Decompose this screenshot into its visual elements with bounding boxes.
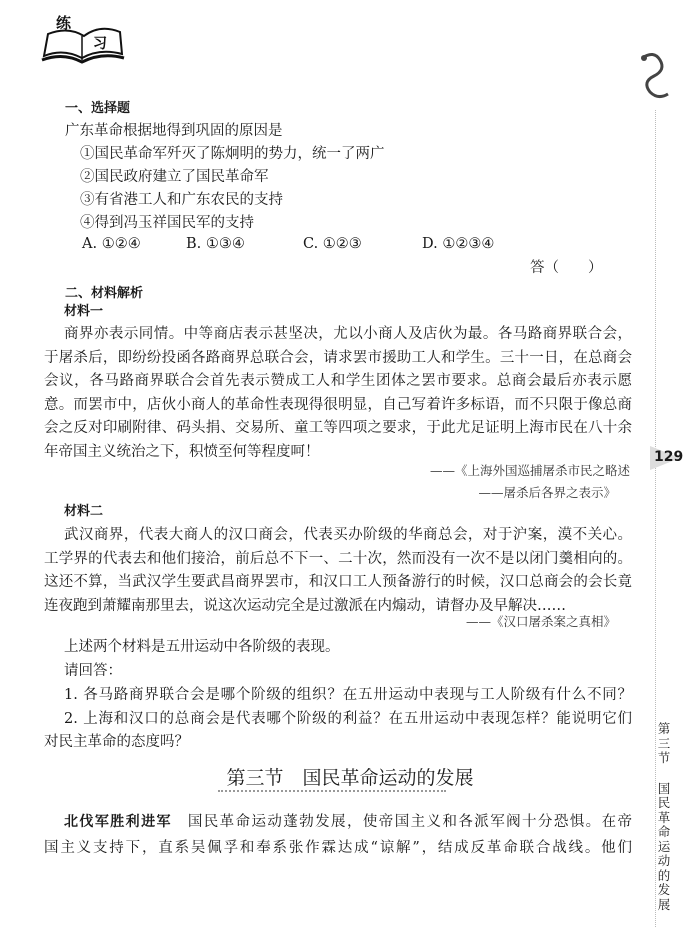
paragraph-line: 会议，各马路商界联合会首先表示赞成工人和学生团体之罢市要求。总商会最后亦表示愿: [44, 373, 632, 390]
q1-item: ②国民政府建立了国民革命军: [80, 169, 269, 185]
paragraph-line: 武汉商界，代表大商人的汉口商会，代表买办阶级的华商总会，对于沪案，漠不关心。: [64, 527, 632, 543]
side-char: 民: [657, 795, 671, 810]
svg-text:练: 练: [56, 14, 72, 32]
paragraph-line: 会之反对印刷附律、码头捐、交易所、童工等四项之要求，于此尤足证明上海市民在八十余: [44, 420, 632, 437]
question-1: 1. 各马路商界联合会是哪个阶级的组织？在五卅运动中表现与工人阶级有什么不同？: [64, 687, 632, 703]
q1-item: ④得到冯玉祥国民军的支持: [80, 215, 254, 231]
summary: 上述两个材料是五卅运动中各阶级的表现。: [64, 639, 340, 655]
paragraph-line: 工学界的代表去和他们接洽，前后总不下一、二十次，然而没有一次不是以闭门羹相向的。: [44, 550, 632, 567]
side-char: 节: [657, 750, 671, 765]
side-char: 革: [657, 809, 671, 825]
question-2-cont: 对民主革命的态度吗？: [44, 734, 189, 750]
paragraph-line: 这还不算，当武汉学生要武昌商界罢市，和汉口工人预备游行的时候，汉口总商会的会长竟: [44, 574, 632, 591]
paragraph-line: 年帝国主义统治之下，积愤至何等程度呵！: [44, 444, 320, 460]
material-1-citation: ——《上海外国巡捕屠杀市民之略述: [429, 463, 630, 478]
side-char: 国: [657, 780, 671, 796]
paragraph-line: 意。而罢市中，店伙小商人的革命性表现得很明显，自己写着许多标语，而不只限于像总商: [44, 396, 632, 413]
q1-stem: 广东革命根据地得到巩固的原因是: [65, 123, 283, 139]
answer-blank: 答（ ）: [530, 260, 603, 276]
option-a: A. ①②④: [82, 236, 141, 252]
question-2: 2. 上海和汉口的总商会是代表哪个阶级的利益？在五卅运动中表现怎样？能说明它们: [64, 711, 632, 727]
side-char: 运: [657, 838, 671, 854]
section-subhead: 北伐军胜利进军: [64, 814, 172, 830]
side-char: 第: [657, 721, 671, 736]
side-char: 发: [657, 882, 671, 897]
material-1-citation: ——屠杀后各界之表示》: [478, 485, 616, 500]
section-title-underline: [218, 790, 446, 794]
side-char: 三: [657, 735, 671, 751]
option-c: C. ①②③: [303, 236, 362, 252]
side-char: 展: [657, 896, 671, 912]
section-title: 第三节 国民革命运动的发展: [226, 767, 474, 789]
section-line: 北伐军胜利进军 国民革命运动蓬勃发展，使帝国主义和各派军阀十分恐惧。在帝: [64, 814, 632, 830]
side-chapter-title: [656, 722, 672, 912]
material-1-label: 材料一: [64, 304, 104, 319]
q1-item: ①国民革命军歼灭了陈炯明的势力，统一了两广: [80, 146, 385, 162]
option-b: B. ①③④: [186, 236, 245, 252]
q2-heading: 二、材料解析: [65, 286, 144, 301]
dragon-icon: [632, 48, 676, 108]
practice-book-logo: [38, 12, 128, 64]
svg-text:习: 习: [93, 36, 107, 52]
paragraph-line: 于屠杀后，即纷纷投函各路商界总联合会，请求罢市援助工人和学生。三十一日，在总商会: [44, 349, 632, 366]
side-section: [656, 722, 672, 766]
side-char: 动: [657, 853, 671, 868]
paragraph-line: 商界亦表示同情。中等商店表示甚坚决，尤以小商人及店伙为最。各马路商界联合会，: [64, 326, 632, 342]
side-char: 的: [657, 867, 671, 883]
q1-heading: 一、选择题: [65, 101, 131, 116]
option-d: D. ①②③④: [422, 236, 495, 252]
side-title: [656, 782, 672, 913]
q1-item: ③有省港工人和广东农民的支持: [80, 192, 283, 208]
page-number: 129: [650, 448, 690, 468]
material-2-label: 材料二: [64, 504, 104, 519]
side-char: 命: [657, 824, 671, 839]
material-2-citation: ——《汉口屠杀案之真相》: [465, 614, 616, 629]
paragraph-line: 连夜跑到萧耀南那里去，说这次运动完全是过激派在内煽动，请督办及早解决……: [44, 597, 566, 614]
section-line: 国主义支持下，直系吴佩孚和奉系张作霖达成“谅解”，结成反革命联合战线。他们: [44, 840, 632, 856]
prompt: 请回答：: [64, 663, 122, 679]
